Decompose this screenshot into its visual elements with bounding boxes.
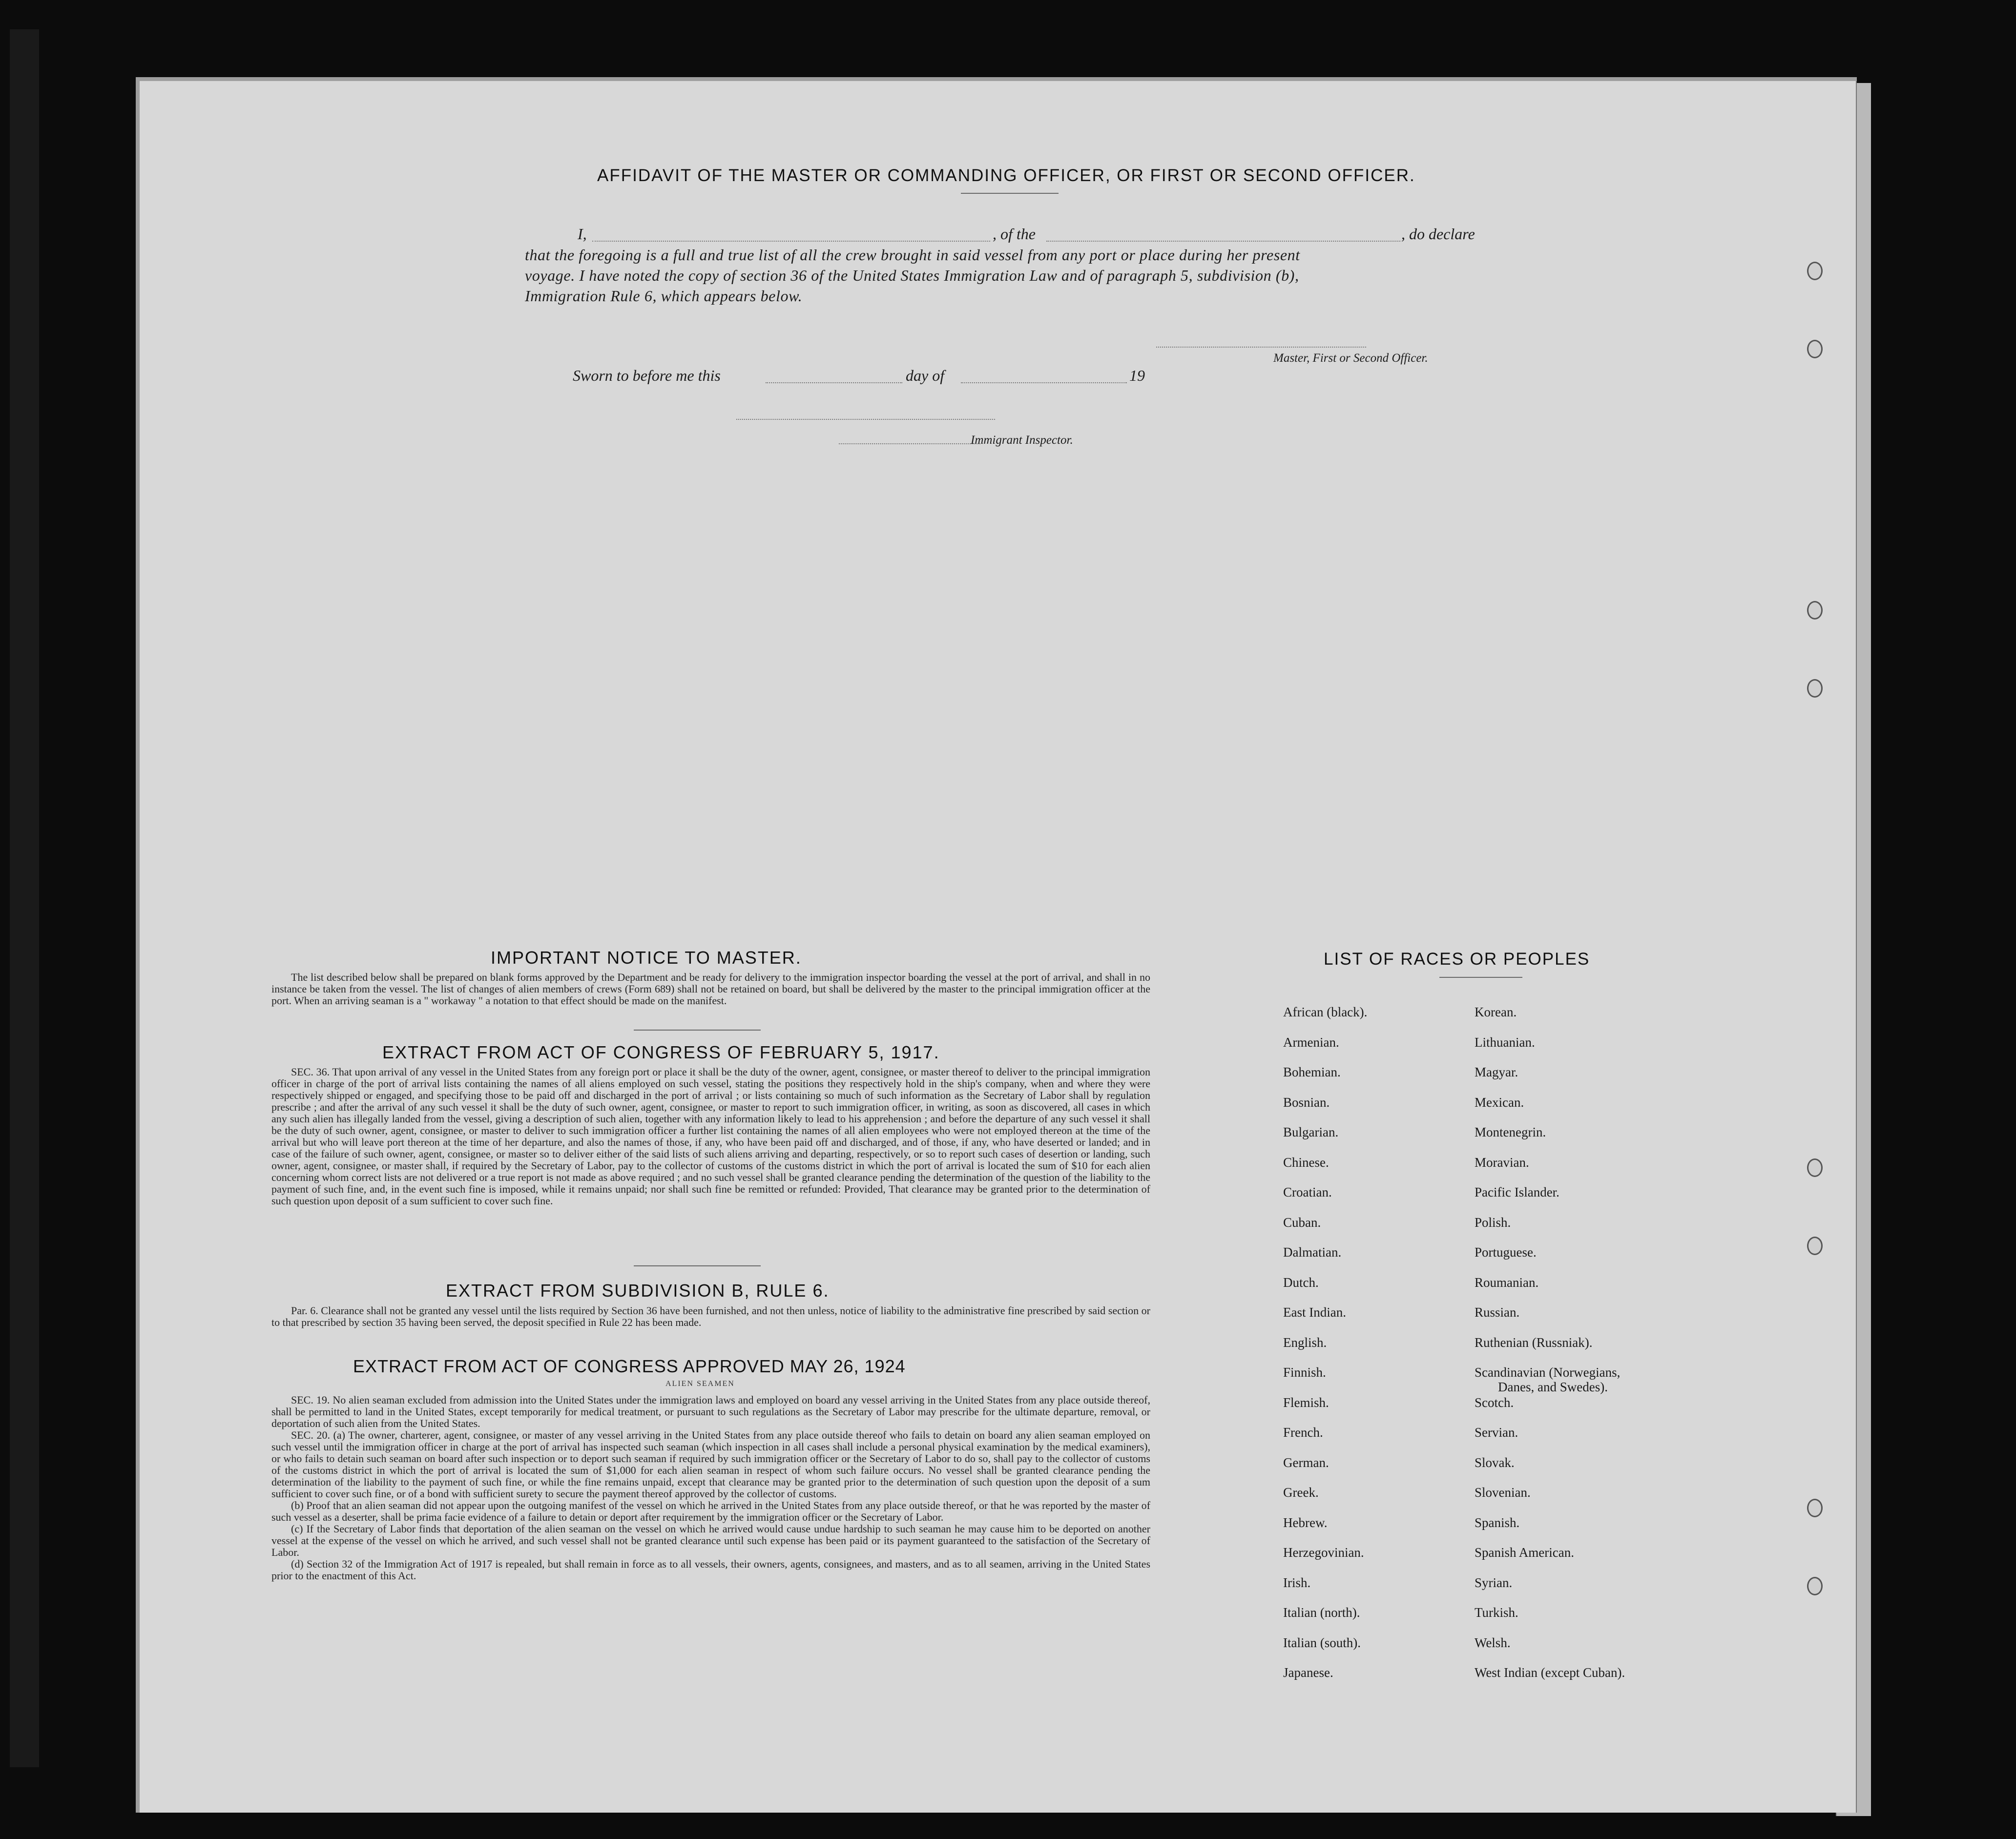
race-item: Hebrew. <box>1283 1515 1328 1530</box>
race-item: Syrian. <box>1475 1575 1513 1590</box>
extract-1924-sec20a: SEC. 20. (a) The owner, charterer, agent, consignee, or master of any vessel arriving in the United States from any place outside thereof who fails to detain on board any alien seaman employed on such vessel until the immigration officer in charge at the port of arrival has inspected such seaman (which inspection in all cases shall include a personal physical examination by the medical examiners), or who fails to detain such seaman on board after such inspection or to deport such seaman if required by such immigration officer or the Secretary of Labor to do so, shall pay to the collector of customs of the customs district in which the port of arrival is located the sum of $1,000 for each alien seaman in respect of whom such failure occurs. No vessel shall be granted clearance pending the determination of the liability to the payment of such fine, or while the fine remains unpaid, except that clearance may be granted prior to the determination of such question upon the deposit of a sum sufficient to cover such fine, or of a bond with sufficient surety to secure the payment thereof approved by the collector of customs. <box>271 1429 1150 1500</box>
race-item: English. <box>1283 1335 1327 1350</box>
race-item: Spanish. <box>1475 1515 1520 1530</box>
inspector-label: Immigrant Inspector. <box>971 434 1073 447</box>
subdivision-b-paragraph: Par. 6. Clearance shall not be granted any vessel until the lists required by Section 36 have been furnished, and not then unless, notice of liability to the administrative fine prescribed by said section or to that prescribed by section 35 having been served, the deposit specified in Rule 22 has been made. <box>271 1304 1150 1328</box>
extract-1924-subtitle: ALIEN SEAMEN <box>665 1380 735 1388</box>
film-frame-right <box>1946 0 2016 1839</box>
affidavit-title: AFFIDAVIT OF THE MASTER OR COMMANDING OFFICER, OR FIRST OR SECOND OFFICER. <box>597 166 1415 185</box>
document-page <box>136 77 1857 1813</box>
extract-1924-sec20d: (d) Section 32 of the Immigration Act of 1917 is repealed, but shall remain in force as to all vessels, their owners, agents, consignees, and masters, and as to all seamen, arriving in the United States prior to the enactment of this Act. <box>271 1558 1150 1582</box>
inspector-line-2 <box>839 443 980 444</box>
notice-text-block <box>271 971 1150 1007</box>
race-item: Finnish. <box>1283 1365 1326 1380</box>
affidavit-line2: that the foregoing is a full and true list of all the crew brought in said vessel from any port or place during her present <box>525 246 1300 264</box>
extract-1924-sec20c: (c) If the Secretary of Labor finds that deportation of the alien seaman on the vessel on which he arrived would cause undue hardship to such seaman he may cause him to be deported on another vessel at the expense of the vessel on which he arrived, and such vessel shall not be granted clearance until such expense has been paid or its payment guaranteed to the satisfaction of the Secretary of Labor. <box>271 1523 1150 1558</box>
subdivision-b-block <box>271 1305 1150 1328</box>
binder-hole <box>1807 1577 1823 1595</box>
extract-1924-sec19: SEC. 19. No alien seaman excluded from admission into the United States under the immigration laws and employed on board any vessel arriving in the United States from any place outside thereof, shall be permitted to land in the United States, except temporarily for medical treatment, or pursuant to such regulations as the Secretary of Labor may prescribe for the ultimate departure, removal, or deportation of such alien from the United States. <box>271 1394 1150 1429</box>
race-item: Korean. <box>1475 1005 1517 1019</box>
race-item: Irish. <box>1283 1575 1311 1590</box>
day-of-text: day of <box>906 367 945 384</box>
master-signature-line <box>1156 347 1366 348</box>
race-item: Portuguese. <box>1475 1245 1537 1260</box>
race-item: Danes, and Swedes). <box>1498 1380 1608 1394</box>
subdivision-b-title: EXTRACT FROM SUBDIVISION B, RULE 6. <box>446 1281 830 1301</box>
race-item: Dalmatian. <box>1283 1245 1342 1260</box>
notice-paragraph: The list described below shall be prepared on blank forms approved by the Department and be ready for delivery to the immigration inspector boarding the vessel at the port of arrival, and shall in no instance be taken from the vessel. The list of changes of alien members of crews (Form 689) shall not be retained on board, but shall be delivered by the master to the principal immigration officer at the port. When an arriving seaman is a " workaway " a notation to that effect should be made on the manifest. <box>271 971 1150 1007</box>
extract-1917-block <box>271 1066 1150 1207</box>
race-item: Montenegrin. <box>1475 1125 1546 1139</box>
race-item: Servian. <box>1475 1425 1518 1440</box>
affidavit-declare: , do declare <box>1401 225 1475 243</box>
extract-1917-rule <box>634 1265 761 1266</box>
race-item: Flemish. <box>1283 1395 1329 1410</box>
binder-hole <box>1807 601 1823 620</box>
binder-hole <box>1807 340 1823 358</box>
film-strip-left <box>10 29 39 1767</box>
extract-1924-block <box>271 1394 1150 1582</box>
binder-hole <box>1807 262 1823 280</box>
race-item: Pacific Islander. <box>1475 1185 1559 1199</box>
race-item: Russian. <box>1475 1305 1520 1320</box>
affidavit-of-the: , of the <box>993 225 1036 243</box>
races-title: LIST OF RACES OR PEOPLES <box>1324 950 1590 969</box>
notice-rule <box>634 1030 761 1031</box>
name-blank <box>592 241 990 242</box>
race-item: Armenian. <box>1283 1034 1339 1050</box>
sworn-month-blank <box>961 382 1127 383</box>
extract-1917-paragraph: SEC. 36. That upon arrival of any vessel in the United States from any foreign port or place it shall be the duty of the owner, agent, consignee, or master thereof to deliver to the principal immigration officer in charge of the port of arrival lists containing the names of all aliens employed on such vessel, stating the positions they respectively hold in the ship's company, when and where they were respectively shipped or engaged, and specifying those to be paid off and discharged in the port of arrival ; or lists containing so much of such information as the Secretary of Labor shall by regulation prescribe ; and after the arrival of any such vessel it shall be the duty of such owner, agent, consignee, or master to report to such immigration officer, in writing, as soon as discovered, all cases in which any such alien has illegally landed from the vessel, giving a description of such alien, together with any information likely to lead to his apprehension ; and before the departure of any such vessel it shall be the duty of such owner, agent, consignee, or master to deliver to such immigration officer a further list containing the names of all alien employees who were not employed thereon at the time of the arrival but who will leave port thereon at the time of her departure, and also the names of those, if any, who have been paid off and discharged, and of those, if any, who have deserted or landed; and in case of the failure of such owner, agent, consignee, or master so to deliver either of the said lists of such aliens arriving and departing, respectively, or so to report such cases of desertion or landing, such owner, agent, consignee, or master shall, if required by the Secretary of Labor, pay to the collector of customs of the customs district in which the port of arrival is located the sum of $10 for each alien concerning whom correct lists are not delivered or a true report is not made as above required ; and no such vessel shall be granted clearance pending the determination of the question of the liability to the payment of such fine, and, in the event such fine is imposed, while it remains unpaid; nor shall such fine be remitted or refunded: Provided, That clearance may be granted prior to the determination of such question upon deposit of a sum sufficient to cover such fine. <box>271 1066 1150 1207</box>
races-rule <box>1439 977 1522 978</box>
race-item: Cuban. <box>1283 1215 1321 1230</box>
race-item: Greek. <box>1283 1485 1319 1500</box>
binder-hole <box>1807 1237 1823 1255</box>
affidavit-line3: voyage. I have noted the copy of section 36 of the United States Immigration Law and of paragraph 5, subdivision (b), <box>525 267 1299 284</box>
race-item: Bohemian. <box>1283 1065 1341 1079</box>
race-item: Herzegovinian. <box>1283 1545 1364 1560</box>
year-text: 19 <box>1129 367 1145 384</box>
race-item: Scotch. <box>1475 1395 1514 1410</box>
race-item: Spanish American. <box>1475 1545 1574 1560</box>
sworn-text: Sworn to before me this <box>573 367 721 384</box>
race-item: Croatian. <box>1283 1185 1332 1199</box>
race-item: Italian (north). <box>1283 1605 1360 1620</box>
race-item: Bulgarian. <box>1283 1125 1339 1139</box>
binder-hole <box>1807 679 1823 698</box>
race-item: German. <box>1283 1455 1329 1470</box>
race-item: Turkish. <box>1475 1605 1518 1620</box>
notice-title: IMPORTANT NOTICE TO MASTER. <box>491 948 802 968</box>
affidavit-i: I, <box>578 225 587 243</box>
race-item: Ruthenian (Russniak). <box>1475 1335 1593 1350</box>
race-item: Moravian. <box>1475 1155 1529 1170</box>
vessel-blank <box>1046 241 1400 242</box>
affidavit-line4: Immigration Rule 6, which appears below. <box>525 287 803 305</box>
master-signature-label: Master, First or Second Officer. <box>1273 351 1428 365</box>
extract-1924-title: EXTRACT FROM ACT OF CONGRESS APPROVED MAY 26, 1924 <box>353 1356 906 1376</box>
race-item: Japanese. <box>1283 1665 1333 1680</box>
race-item: Slovenian. <box>1475 1485 1531 1500</box>
race-item: French. <box>1283 1425 1323 1440</box>
race-item: Slovak. <box>1475 1455 1515 1470</box>
race-item: East Indian. <box>1283 1305 1346 1320</box>
race-item: Lithuanian. <box>1475 1034 1535 1050</box>
race-item: African (black). <box>1283 1005 1368 1019</box>
race-item: West Indian (except Cuban). <box>1475 1665 1625 1680</box>
race-item: Italian (south). <box>1283 1635 1361 1650</box>
race-item: Mexican. <box>1475 1095 1524 1110</box>
extract-1917-title: EXTRACT FROM ACT OF CONGRESS OF FEBRUARY 5, 1917. <box>382 1042 940 1062</box>
inspector-line-1 <box>736 419 995 420</box>
race-item: Dutch. <box>1283 1275 1319 1290</box>
race-item: Chinese. <box>1283 1155 1329 1170</box>
race-item: Roumanian. <box>1475 1275 1539 1290</box>
extract-1924-sec20b: (b) Proof that an alien seaman did not appear upon the outgoing manifest of the vessel on which he arrived in the United States from any place outside thereof, or that he was reported by the master of such vessel as a deserter, shall be prima facie evidence of a failure to detain or deport after requirement by the immigration officer or the Secretary of Labor. <box>271 1499 1150 1523</box>
sworn-day-blank <box>766 382 902 383</box>
binder-hole <box>1807 1499 1823 1517</box>
race-item: Magyar. <box>1475 1065 1518 1079</box>
race-item: Scandinavian (Norwegians, <box>1475 1365 1621 1380</box>
title-rule <box>961 193 1059 194</box>
binder-hole <box>1807 1158 1823 1177</box>
race-item: Polish. <box>1475 1215 1511 1230</box>
race-item: Bosnian. <box>1283 1095 1330 1110</box>
race-item: Welsh. <box>1475 1635 1511 1650</box>
